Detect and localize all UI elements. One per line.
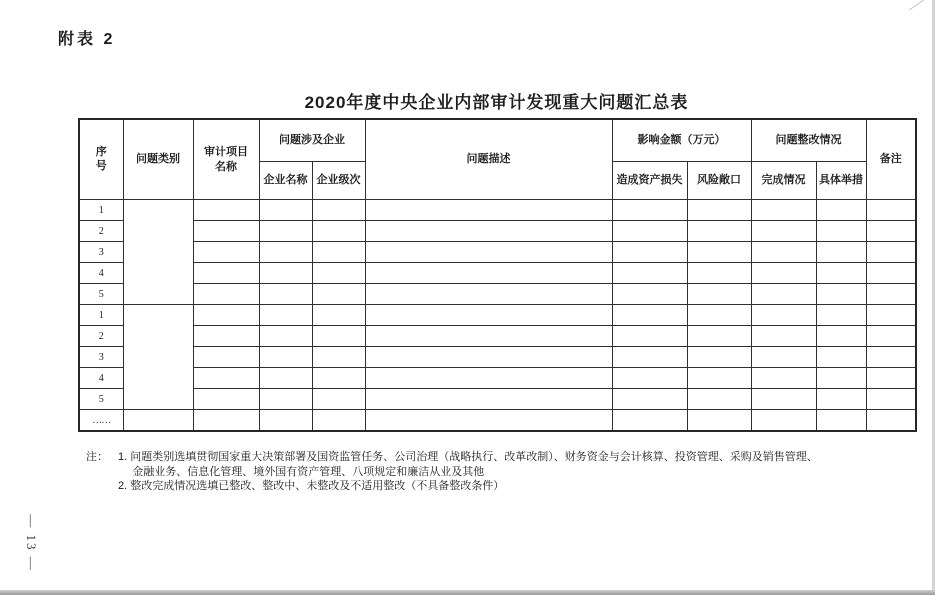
cell-seq: 1	[79, 305, 123, 326]
cell-project	[193, 221, 259, 242]
cell-completion	[751, 221, 816, 242]
cell-completion	[751, 347, 816, 368]
cell-remarks	[866, 347, 916, 368]
footnote-label: 注：	[86, 451, 108, 463]
cell-remarks	[866, 284, 916, 305]
cell-seq: 3	[79, 242, 123, 263]
cell-company-name	[259, 263, 312, 284]
cell-completion	[751, 305, 816, 326]
cell-company-level	[312, 305, 365, 326]
cell-company-name	[259, 368, 312, 389]
header-row-1	[79, 119, 916, 162]
cell-category-group	[123, 305, 193, 410]
cell-asset-loss	[612, 221, 687, 242]
cell-company-name	[259, 389, 312, 410]
cell-measures	[816, 242, 866, 263]
cell-measures	[816, 326, 866, 347]
cell-description	[365, 389, 612, 410]
cell-company-name	[259, 305, 312, 326]
cell-asset-loss	[612, 263, 687, 284]
cell-seq: 1	[79, 200, 123, 221]
col-header-rectification-group: 问题整改情况	[751, 119, 866, 162]
table-row-ellipsis	[79, 410, 916, 432]
col-header-seq-label: 序号	[95, 145, 107, 173]
scan-edge-bottom	[0, 590, 935, 595]
cell-company-name	[259, 221, 312, 242]
attachment-label: 附表 2	[58, 31, 116, 48]
cell-company-level	[312, 368, 365, 389]
col-header-asset-loss: 造成资产损失	[612, 162, 687, 200]
col-header-project-label: 审计项目名称	[204, 145, 248, 173]
cell-risk-exposure	[687, 263, 751, 284]
cell-description	[365, 305, 612, 326]
cell-category	[123, 410, 193, 432]
cell-asset-loss	[612, 368, 687, 389]
table-row	[79, 221, 916, 242]
cell-company-level	[312, 389, 365, 410]
col-header-seq	[79, 119, 123, 200]
col-header-description: 问题描述	[365, 119, 612, 200]
cell-risk-exposure	[687, 284, 751, 305]
cell-company-level	[312, 410, 365, 432]
table-row	[79, 305, 916, 326]
summary-table	[78, 118, 917, 432]
scan-corner-mark	[909, 0, 931, 10]
cell-project	[193, 410, 259, 432]
cell-remarks	[866, 389, 916, 410]
cell-description	[365, 347, 612, 368]
table-row	[79, 263, 916, 284]
footnote-item-1: 1. 问题类别选填贯彻国家重大决策部署及国资监管任务、公司治理（战略执行、改革改制）、财务资金与会计核算、投资管理、采购及销售管理、金融业务、信息化管理、境外国有资产管理、八项规定和廉洁从业及其他	[118, 451, 818, 478]
col-header-involved-group: 问题涉及企业	[259, 119, 365, 162]
cell-risk-exposure	[687, 326, 751, 347]
cell-company-name	[259, 347, 312, 368]
cell-asset-loss	[612, 305, 687, 326]
footnotes	[86, 450, 846, 494]
cell-measures	[816, 305, 866, 326]
cell-project	[193, 368, 259, 389]
cell-remarks	[866, 242, 916, 263]
cell-seq: ……	[79, 410, 123, 432]
col-header-risk-exposure: 风险敞口	[687, 162, 751, 200]
cell-description	[365, 326, 612, 347]
table-row	[79, 200, 916, 221]
cell-remarks	[866, 263, 916, 284]
cell-company-level	[312, 242, 365, 263]
col-header-completion: 完成情况	[751, 162, 816, 200]
cell-completion	[751, 242, 816, 263]
cell-measures	[816, 263, 866, 284]
cell-project	[193, 305, 259, 326]
cell-completion	[751, 368, 816, 389]
cell-measures	[816, 368, 866, 389]
cell-seq: 4	[79, 263, 123, 284]
cell-remarks	[866, 326, 916, 347]
table-row	[79, 389, 916, 410]
cell-asset-loss	[612, 284, 687, 305]
cell-company-level	[312, 347, 365, 368]
cell-asset-loss	[612, 326, 687, 347]
cell-project	[193, 263, 259, 284]
col-header-company-level: 企业级次	[312, 162, 365, 200]
cell-measures	[816, 389, 866, 410]
cell-completion	[751, 410, 816, 432]
cell-company-level	[312, 200, 365, 221]
cell-risk-exposure	[687, 389, 751, 410]
col-header-amount-group: 影响金额（万元）	[612, 119, 751, 162]
cell-risk-exposure	[687, 347, 751, 368]
cell-seq: 5	[79, 284, 123, 305]
cell-company-name	[259, 284, 312, 305]
cell-project	[193, 326, 259, 347]
cell-risk-exposure	[687, 368, 751, 389]
cell-seq: 4	[79, 368, 123, 389]
col-header-company-name: 企业名称	[259, 162, 312, 200]
cell-project	[193, 200, 259, 221]
col-header-project	[193, 119, 259, 200]
cell-company-name	[259, 326, 312, 347]
cell-company-level	[312, 326, 365, 347]
cell-risk-exposure	[687, 305, 751, 326]
cell-risk-exposure	[687, 410, 751, 432]
cell-asset-loss	[612, 200, 687, 221]
cell-category-group	[123, 200, 193, 305]
cell-completion	[751, 284, 816, 305]
cell-description	[365, 368, 612, 389]
cell-company-level	[312, 284, 365, 305]
cell-completion	[751, 200, 816, 221]
cell-completion	[751, 326, 816, 347]
col-header-category: 问题类别	[123, 119, 193, 200]
cell-asset-loss	[612, 347, 687, 368]
cell-description	[365, 200, 612, 221]
cell-remarks	[866, 221, 916, 242]
cell-measures	[816, 200, 866, 221]
page-title: 2020年度中央企业内部审计发现重大问题汇总表	[304, 93, 689, 112]
cell-asset-loss	[612, 242, 687, 263]
cell-seq: 3	[79, 347, 123, 368]
cell-description	[365, 242, 612, 263]
table-row	[79, 326, 916, 347]
cell-remarks	[866, 410, 916, 432]
table-row	[79, 284, 916, 305]
cell-asset-loss	[612, 410, 687, 432]
col-header-measures: 具体举措	[816, 162, 866, 200]
cell-description	[365, 263, 612, 284]
cell-company-level	[312, 263, 365, 284]
cell-measures	[816, 410, 866, 432]
cell-description	[365, 284, 612, 305]
cell-measures	[816, 221, 866, 242]
footnote-item-2: 2. 整改完成情况选填已整改、整改中、未整改及不适用整改（不具备整改条件）	[118, 480, 505, 493]
cell-seq: 2	[79, 221, 123, 242]
table-row	[79, 368, 916, 389]
cell-risk-exposure	[687, 242, 751, 263]
cell-completion	[751, 263, 816, 284]
cell-completion	[751, 389, 816, 410]
cell-seq: 5	[79, 389, 123, 410]
cell-description	[365, 221, 612, 242]
cell-remarks	[866, 305, 916, 326]
cell-risk-exposure	[687, 200, 751, 221]
page-number: — 13 —	[24, 514, 39, 572]
cell-project	[193, 242, 259, 263]
cell-company-name	[259, 410, 312, 432]
table-row	[79, 242, 916, 263]
cell-measures	[816, 284, 866, 305]
cell-project	[193, 347, 259, 368]
cell-risk-exposure	[687, 221, 751, 242]
cell-company-name	[259, 242, 312, 263]
footnote-items	[118, 450, 828, 494]
cell-company-name	[259, 200, 312, 221]
cell-project	[193, 284, 259, 305]
table-row	[79, 347, 916, 368]
cell-description	[365, 410, 612, 432]
cell-asset-loss	[612, 389, 687, 410]
cell-remarks	[866, 200, 916, 221]
col-header-remarks: 备注	[866, 119, 916, 200]
cell-project	[193, 389, 259, 410]
cell-company-level	[312, 221, 365, 242]
cell-remarks	[866, 368, 916, 389]
cell-seq: 2	[79, 326, 123, 347]
cell-measures	[816, 347, 866, 368]
